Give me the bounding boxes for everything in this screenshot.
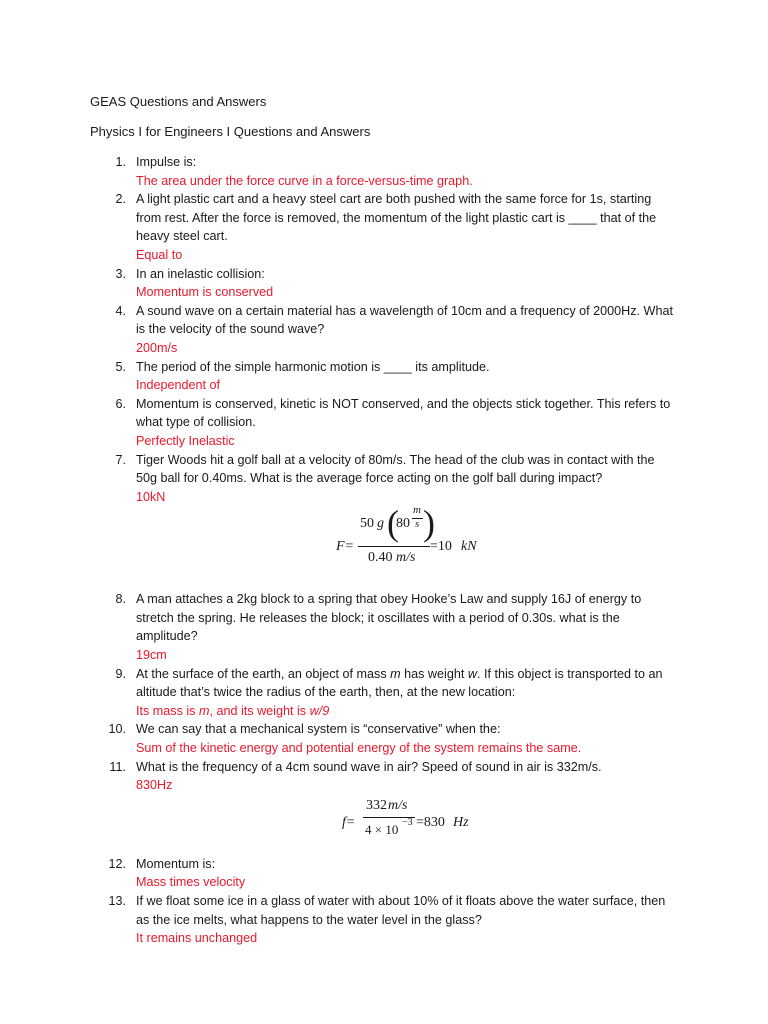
question-9 xyxy=(0,665,768,721)
frequency-formula xyxy=(0,795,768,855)
question-line: If we float some ice in a glass of water with about 10% of it floats above the water surface, then xyxy=(136,894,666,908)
answer-text: Mass times velocity xyxy=(136,875,246,890)
formula-den-unit: m/s xyxy=(396,550,416,566)
question-line: 50g ball for 0.40ms. What is the average force acting on the golf ball during impact? xyxy=(136,471,603,486)
answer-text: Independent of xyxy=(136,378,221,393)
formula-num: 332 xyxy=(366,797,387,813)
section-title: Physics I for Engineers I Questions and Answers xyxy=(90,124,371,139)
question-text xyxy=(136,153,681,172)
question-line: from rest. After the force is removed, the momentum of the light plastic cart is ____ that of the xyxy=(136,210,657,225)
formula-num-coef: 50 xyxy=(360,516,374,532)
formula-rhs-unit: Hz xyxy=(453,814,469,830)
question-number: 10. xyxy=(108,722,126,737)
answer-text: 19cm xyxy=(136,648,167,663)
question-line: heavy steel cart. xyxy=(136,229,228,244)
question-7 xyxy=(0,451,768,507)
question-text xyxy=(136,855,681,874)
question-text xyxy=(136,758,681,777)
question-number: 8. xyxy=(115,592,126,607)
question-number: 13. xyxy=(108,894,126,908)
question-number: 9. xyxy=(115,666,126,681)
question-6 xyxy=(0,395,768,451)
left-paren: ( xyxy=(387,503,399,544)
question-2 xyxy=(0,190,768,264)
question-number: 12. xyxy=(108,856,126,871)
formula-num-m: m xyxy=(413,504,421,517)
formula-rhs-unit: kN xyxy=(461,539,477,555)
question-line: stretch the spring. He releases the block; it oscillates with a period of 0.30s. what is the xyxy=(136,610,620,625)
formula-rhs: =830 xyxy=(416,814,445,830)
formula-num-80: 80 xyxy=(396,516,410,532)
question-number: 11. xyxy=(109,759,126,774)
answer-text: Momentum is conserved xyxy=(136,285,274,300)
question-line: A sound wave on a certain material has a wavelength of 10cm and a frequency of 2000Hz. What xyxy=(136,303,673,318)
answer-text: 830Hz xyxy=(136,778,173,793)
question-line: Tiger Woods hit a golf ball at a velocity of 80m/s. The head of the club was in contact with the xyxy=(136,452,655,467)
question-number: 6. xyxy=(115,396,126,411)
force-formula xyxy=(0,503,768,590)
answer-text: Perfectly Inelastic xyxy=(136,433,235,448)
answer-text: Sum of the kinetic energy and potential energy of the system remains the same. xyxy=(136,741,582,756)
question-text xyxy=(136,451,681,488)
question-11 xyxy=(0,758,768,795)
question-line: amplitude? xyxy=(136,629,198,644)
question-number: 5. xyxy=(115,359,126,374)
question-1 xyxy=(0,153,768,190)
variable-m: m xyxy=(390,666,401,681)
formula-den: 0.40 xyxy=(368,550,393,566)
question-line: A light plastic cart and a heavy steel cart are both pushed with the same force for 1s, starting xyxy=(136,192,652,207)
question-line: as the ice melts, what happens to the water level in the glass? xyxy=(136,912,482,927)
question-text xyxy=(136,590,681,646)
question-13 xyxy=(0,892,768,948)
question-3 xyxy=(0,265,768,302)
formula-lhs: F= xyxy=(336,539,354,555)
question-line: In an inelastic collision: xyxy=(136,266,265,281)
fraction-line xyxy=(358,546,430,547)
question-text xyxy=(136,358,681,377)
question-line: At the surface of the earth, an object of mass m has weight w. If this object is transported to an xyxy=(136,666,663,681)
question-line: Momentum is conserved, kinetic is NOT conserved, and the objects stick together. This refers to xyxy=(136,396,671,411)
question-8 xyxy=(0,590,768,664)
question-text xyxy=(136,665,681,702)
question-text xyxy=(136,190,681,246)
question-number: 7. xyxy=(115,452,126,467)
answer-text: 10kN xyxy=(136,489,166,504)
right-paren: ) xyxy=(423,503,435,544)
variable-w: w xyxy=(467,666,477,681)
document-title: GEAS Questions and Answers xyxy=(90,94,267,109)
question-line: altitude that’s twice the radius of the earth, then, at the new location: xyxy=(136,685,516,700)
question-line: The period of the simple harmonic motion is ____ its amplitude. xyxy=(136,359,490,374)
question-line: We can say that a mechanical system is “conservative” when the: xyxy=(136,722,501,737)
formula-rhs: =10 xyxy=(430,539,452,555)
formula-num-unit: m/s xyxy=(388,797,408,813)
question-line: What is the frequency of a 4cm sound wave in air? Speed of sound in air is 332m/s. xyxy=(136,759,602,774)
question-number: 3. xyxy=(115,266,126,281)
answer-text: It remains unchanged xyxy=(136,931,258,946)
answer-text: The area under the force curve in a force-versus-time graph. xyxy=(136,173,473,188)
question-12 xyxy=(0,855,768,892)
question-line: is the velocity of the sound wave? xyxy=(136,322,325,337)
formula-num-s: s xyxy=(415,518,420,531)
question-number: 2. xyxy=(115,192,126,207)
question-text xyxy=(136,892,681,929)
question-number: 1. xyxy=(115,155,126,169)
question-10 xyxy=(0,720,768,757)
formula-num-g: g xyxy=(377,516,384,532)
question-line: what type of collision. xyxy=(136,415,256,430)
formula-den: 4 × 10 xyxy=(365,821,399,837)
formula-den-exp: −3 xyxy=(402,816,413,828)
formula-lhs: f= xyxy=(342,814,356,830)
question-list xyxy=(0,153,768,948)
question-line: Momentum is: xyxy=(136,856,216,871)
question-text xyxy=(136,265,681,284)
question-5 xyxy=(0,358,768,395)
question-text xyxy=(136,720,681,739)
question-number: 4. xyxy=(115,303,126,318)
answer-text: 200m/s xyxy=(136,340,178,355)
question-4 xyxy=(0,302,768,358)
question-line: Impulse is: xyxy=(136,155,197,169)
question-text xyxy=(136,395,681,432)
answer-text: Equal to xyxy=(136,247,183,262)
answer-text: Its mass is m, and its weight is w/9 xyxy=(136,703,330,718)
question-text xyxy=(136,302,681,339)
question-line: A man attaches a 2kg block to a spring that obey Hooke’s Law and supply 16J of energy to xyxy=(136,592,642,607)
